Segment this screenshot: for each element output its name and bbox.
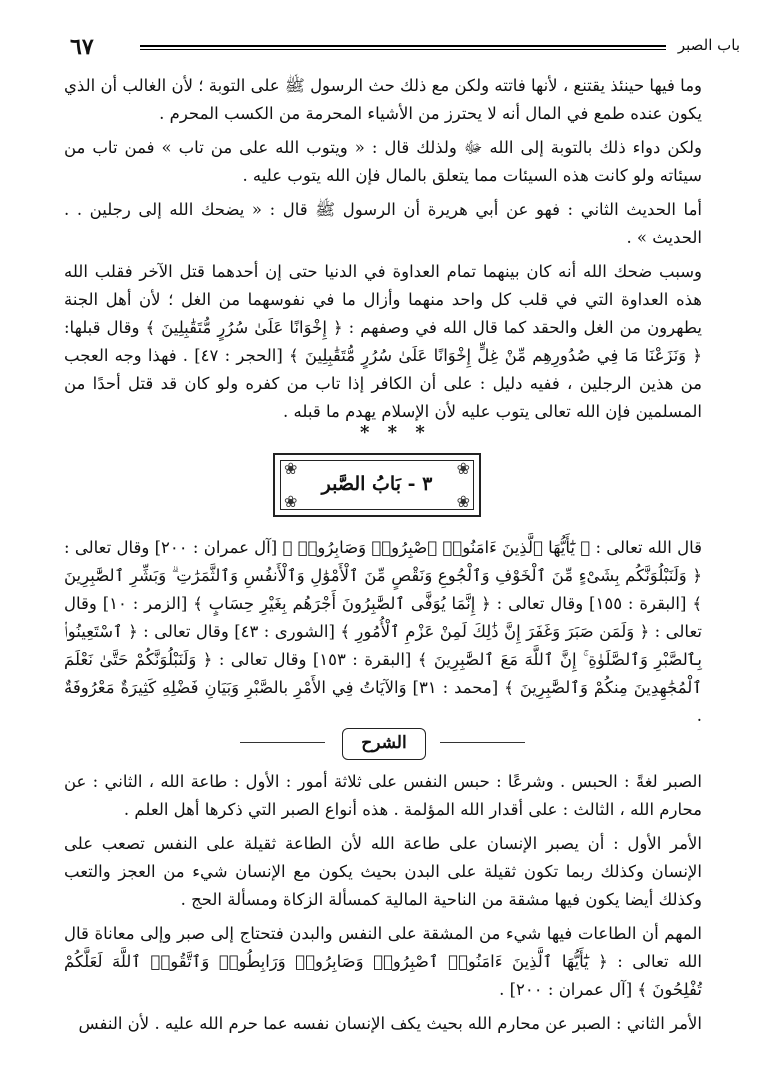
paragraph: الأمر الأول : أن يصبر الإنسان على طاعة الله لأن الطاعة ثقيلة على النفس تصعب على الإنسان وكذلك ربما تكون ثقيلة على البدن بحيث يكون مع الإنسان شيء من العجز والتعب وكذلك أيضا يكون فيها مشقة من الناحية المالية كمسألة الزكاة ومسألة الحج .: [64, 834, 702, 909]
header-rule: [140, 45, 666, 47]
corner-ornament-icon: ❀: [456, 459, 470, 478]
sharh-heading: [240, 726, 525, 760]
sharh-title: الشرح: [342, 728, 426, 760]
page-header: [40, 34, 740, 64]
paragraph: وما فيها حينئذ يقتنع ، لأنها فاتته ولكن مع ذلك حث الرسول ﷺ على التوبة ؛ لأن الغالب أن الذي يكون عنده طمع في المال أنه لا يحترز من الأشياء المحرمة من الكسب المحرم .: [64, 76, 702, 123]
quran-verses-paragraph: قال الله تعالى : ﴿ يَٰٓأَيُّهَا ٱلَّذِينَ ءَامَنُوا۟ ٱصْبِرُوا۟ وَصَابِرُوا۟ ﴾ [آل عمران : ٢٠٠] وقال تعالى : ﴿ وَلَنَبْلُوَنَّكُم بِشَىْءٍ مِّنَ ٱلْخَوْفِ وَٱلْجُوعِ وَنَقْصٍ مِّنَ ٱلْأَمْوَٰلِ وَٱلْأَنفُسِ وَٱلثَّمَرَٰتِ ۗ وَبَشِّرِ ٱلصَّٰبِرِينَ ﴾ [البقرة : ١٥٥] وقال تعالى : ﴿ إِنَّمَا يُوَفَّى ٱلصَّٰبِرُونَ أَجْرَهُم بِغَيْرِ حِسَابٍ ﴾ [الزمر : ١٠] وقال تعالى : ﴿ وَلَمَن صَبَرَ وَغَفَرَ إِنَّ ذَٰلِكَ لَمِنْ عَزْمِ ٱلْأُمُورِ ﴾ [الشورى : ٤٣] وقال تعالى : ﴿ ٱسْتَعِينُوا۟ بِٱلصَّبْرِ وَٱلصَّلَوٰةِ ۚ إِنَّ ٱللَّهَ مَعَ ٱلصَّٰبِرِينَ ﴾ [البقرة : ١٥٣] وقال تعالى : ﴿ وَلَنَبْلُوَنَّكُمْ حَتَّىٰ نَعْلَمَ ٱلْمُجَٰهِدِينَ مِنكُمْ وَٱلصَّٰبِرِينَ ﴾ [محمد : ٣١] وَالآيَاتُ فِي الأَمْرِ بالصَّبْرِ وَبَيَانِ فَضْلِهِ كَثِيرَةٌ مَعْرُوفَةٌ .: [64, 538, 703, 725]
top-text-block: [64, 72, 702, 432]
corner-ornament-icon: ❀: [284, 492, 298, 511]
section-separator: * * *: [360, 422, 431, 443]
page-number: ٦٧: [70, 34, 94, 60]
running-chapter-title: باب الصبر: [677, 36, 740, 54]
paragraph: وسبب ضحك الله أنه كان بينهما تمام العداوة في الدنيا حتى إن أحدهما قتل الآخر فقلب الله هذه العداوة التي في قلب كل واحد منهما وأزال ما في نفوسهما من الغل ؛ لأن أهل الجنة يطهرون من الغل والحقد كما قال الله في وصفهم : ﴿ إِخْوَانًا عَلَىٰ سُرُرٍ مُّتَقَٰبِلِينَ ﴾ وقال قبلها: ﴿ وَنَزَعْنَا مَا فِي صُدُورِهِم مِّنْ غِلٍّ إِخْوَانًا عَلَىٰ سُرُرٍ مُّتَقَٰبِلِينَ ﴾ [الحجر : ٤٧] . فهذا وجه العجب من هذين الرجلين ، ففيه دليل : على أن الكافر إذا تاب من كفره ولو كان قد قتل أحدًا من المسلمين فإن الله تعالى يتوب عليه لأن الإسلام يهدم ما قبله .: [64, 262, 702, 421]
chapter-title-frame: [273, 453, 481, 517]
chapter-title: ٣ - بَابُ الصَّبر: [321, 473, 433, 495]
sharh-text-block: [64, 768, 702, 1044]
heading-rule-right: [440, 742, 525, 743]
paragraph: الأمر الثاني : الصبر عن محارم الله بحيث يكف الإنسان نفسه عما حرم الله عليه . لأن النفس: [78, 1014, 702, 1033]
paragraph: أما الحديث الثاني : فهو عن أبي هريرة أن الرسول ﷺ قال : « يضحك الله إلى رجلين . . الحديث » .: [64, 200, 702, 247]
paragraph: الصبر لغةً : الحبس . وشرعًا : حبس النفس على ثلاثة أمور : الأول : طاعة الله ، الثاني : عن محارم الله ، الثالث : على أقدار الله المؤلمة . هذه أنواع الصبر التي ذكرها أهل العلم .: [64, 772, 702, 819]
paragraph: المهم أن الطاعات فيها شيء من المشقة على النفس والبدن فتحتاج إلى صبر وإلى معاناة قال الله تعالى : ﴿ يَٰٓأَيُّهَا ٱلَّذِينَ ءَامَنُوا۟ ٱصْبِرُوا۟ وَصَابِرُوا۟ وَرَابِطُوا۟ وَٱتَّقُوا۟ ٱللَّهَ لَعَلَّكُمْ تُفْلِحُونَ ﴾ [آل عمران : ٢٠٠] .: [64, 924, 702, 999]
heading-rule-left: [240, 742, 325, 743]
corner-ornament-icon: ❀: [456, 492, 470, 511]
verses-block: [64, 534, 702, 736]
header-rule-thin: [140, 49, 666, 50]
corner-ornament-icon: ❀: [284, 459, 298, 478]
paragraph: ولكن دواء ذلك بالتوبة إلى الله ﷻ ولذلك قال : « ويتوب الله على من تاب » فمن تاب من سيئاته ولو كانت هذه السيئات مما يتعلق بالمال فإن الله يتوب عليه .: [64, 138, 702, 185]
